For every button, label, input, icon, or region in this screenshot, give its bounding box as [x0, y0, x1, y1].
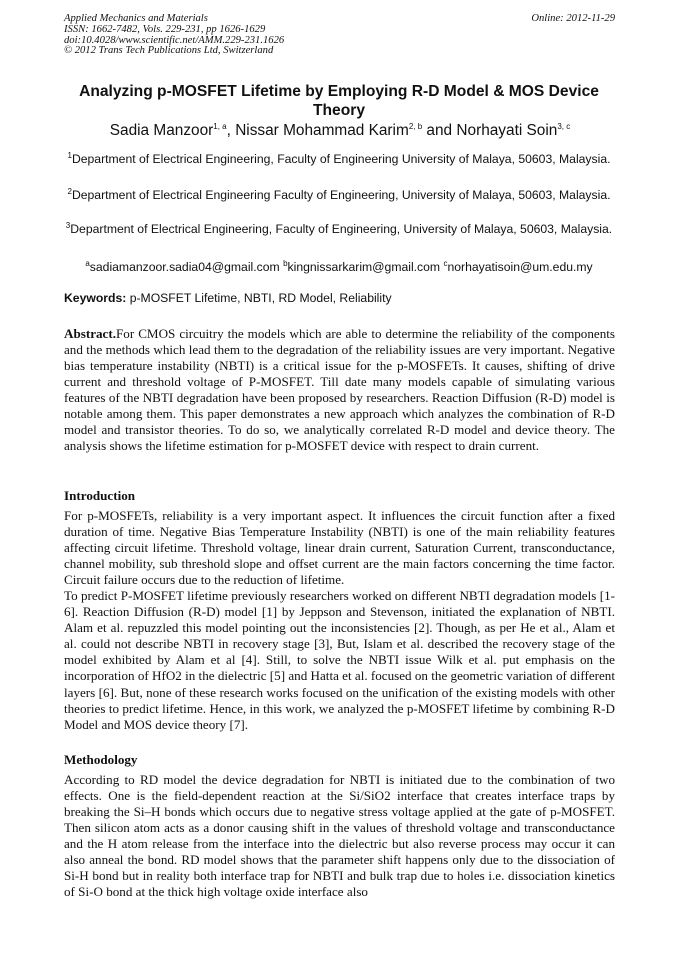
methodology-body	[64, 772, 615, 900]
email-sup: c	[443, 259, 448, 268]
abstract-text: For CMOS circuitry the models which are able to determine the reliability of the components and the methods which lead them to the degradation of the reliability issues are very important. Negative bias temperature instability (NBTI) is a critical issue for the p-MOSFETs. It causes, shifting of drive current and threshold voltage of P-MOSFET. Till date many models capable of simulating various features of the NBTI degradation have been proposed by researchers. Reaction Diffusion (R-D) model is notable among them. This paper demonstrates a new approach which analyzes the combination of R-D model and transistor theories. To do so, we analytically correlated R-D model and device theory. The analysis shows the lifetime estimation for p-MOSFET device with respect to drain current.	[64, 326, 615, 454]
copyright: © 2012 Trans Tech Publications Ltd, Switzerland	[64, 45, 274, 57]
emails	[60, 256, 618, 275]
aff-sup: 1	[67, 151, 72, 160]
author-name: Norhayati Soin	[456, 122, 558, 140]
email-link[interactable]: sadiamanzoor.sadia04@gmail.com	[89, 260, 280, 275]
paragraph: To predict P-MOSFET lifetime previously researchers worked on different NBTI degradation models [1-6]. Reaction Diffusion (R-D) model [1] by Jeppson and Stevenson, initiated the explanation of NBTI. Alam et al. repuzzled this model pointing out the inconsistencies [2]. Though, as per He et al., Alam et al. could not describe NBTI in recovery stage [3], But, Islam et al. described the recovery stage of the model exhibited by Alam et al [4]. Still, to solve the NBTI issue Wilk et al. put emphasis on the incorporation of HfO2 in the dielectric [5] and Hatta et al. focused on the geometric variation of different layers [6]. But, none of these research works focused on the unification of the existing models with other theories to predict lifetime. Hence, in this work, we analyzed the p-MOSFET lifetime by combining R-D Model and MOS device theory [7].	[64, 588, 615, 732]
affiliation	[60, 184, 618, 203]
paragraph: For p-MOSFETs, reliability is a very important aspect. It influences the circuit function after a fixed duration of time. Negative Bias Temperature Instability (NBTI) is one of the main reliability features affecting circuit lifetime. Threshold voltage, linear drain current, Saturation Current, transconductance, channel mobility, sub threshold slope and offset current are the main factors concerning the time factor. Circuit failure occurs due to the reduction of lifetime.	[64, 508, 615, 588]
online-date: Online: 2012-11-29	[531, 13, 615, 24]
keywords	[64, 291, 392, 305]
author-sep: and	[422, 122, 457, 140]
journal-name: Applied Mechanics and Materials	[64, 13, 208, 24]
author-sup: 1, a	[213, 122, 227, 131]
author-sep: ,	[226, 122, 236, 140]
author-sup: 2, b	[408, 122, 423, 131]
email-sup: a	[85, 259, 90, 268]
abstract	[64, 326, 615, 454]
keywords-label: Keywords:	[64, 291, 127, 305]
email-link[interactable]: kingnissarkarim@gmail.com	[287, 260, 441, 275]
authors	[40, 122, 640, 140]
author-name: Sadia Manzoor	[109, 122, 214, 140]
introduction-body	[64, 508, 615, 733]
keywords-text: p-MOSFET Lifetime, NBTI, RD Model, Reliability	[129, 291, 392, 305]
aff-sup: 2	[67, 187, 72, 196]
paragraph: According to RD model the device degradation for NBTI is initiated due to the combination of two effects. One is the field-dependent reaction at the Si/SiO2 interface that creates interface traps by breaking the Si–H bonds which occurs due to negative stress voltage applied at the gate of p-MOSFET. Then silicon atom acts as a donor causing shift in the values of threshold voltage and transconductance and the H atom release from the interface into the dielectric but also reverse process may occur it can also anneal the bond. RD model shows that the parameter shift happens only due to the dissociation of Si-H bond but in reality both interface trap for NBTI and bulk trap due to holes i.e. dissociation kinetics of Si-O bond at the thick high voltage oxide interface also	[64, 772, 615, 900]
journal-header	[64, 14, 615, 57]
aff-sup: 3	[65, 221, 71, 230]
section-heading-methodology: Methodology	[64, 752, 138, 767]
aff-text: Department of Electrical Engineering Faculty of Engineering, University of Malaya, 50603, Malaysia.	[71, 188, 611, 203]
author-sup: 3, c	[557, 122, 571, 131]
aff-text: Department of Electrical Engineering, Faculty of Engineering University of Malaya, 50603, Malaysia.	[71, 152, 611, 167]
paper-title: Analyzing p-MOSFET Lifetime by Employing R-D Model & MOS Device Theory	[79, 83, 599, 119]
doi: doi:10.4028/www.scientific.net/AMM.229-231.1626	[64, 34, 285, 46]
section-heading-introduction: Introduction	[64, 488, 136, 503]
issn: ISSN: 1662-7482, Vols. 229-231, pp 1626-1629	[64, 23, 266, 35]
affiliation	[60, 218, 618, 237]
affiliation	[60, 148, 618, 167]
aff-text: Department of Electrical Engineering, Faculty of Engineering, University of Malaya, 50603, Malaysia.	[70, 222, 613, 237]
email-link[interactable]: norhayatisoin@um.edu.my	[447, 260, 593, 275]
author-name: Nissar Mohammad Karim	[235, 122, 409, 140]
email-sup: b	[283, 259, 288, 268]
abstract-label: Abstract.	[64, 326, 116, 341]
